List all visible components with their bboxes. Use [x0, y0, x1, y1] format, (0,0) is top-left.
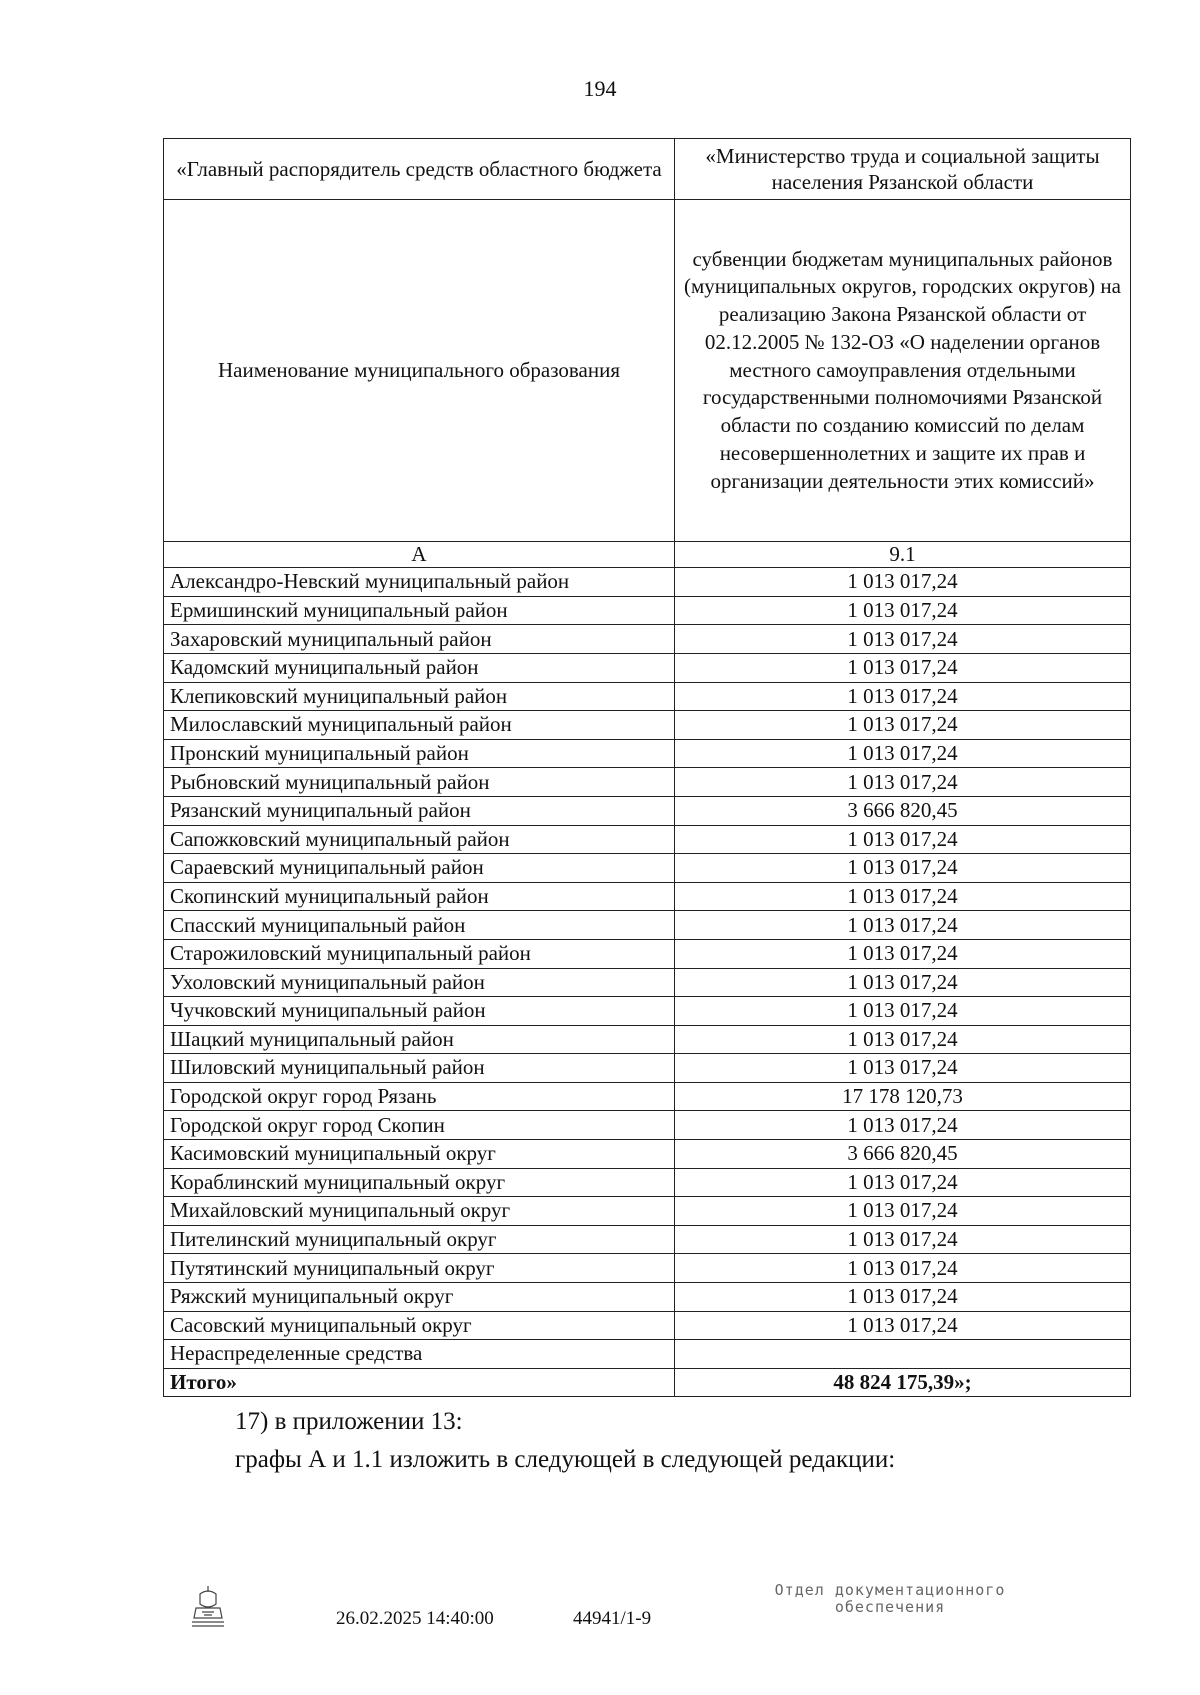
subvention-amount: 1 013 017,24	[675, 768, 1131, 797]
emblem-icon	[186, 1582, 230, 1630]
municipality-name: Сапожковский муниципальный район	[164, 825, 675, 854]
municipality-name: Кадомский муниципальный район	[164, 653, 675, 682]
header-col1-title: «Главный распорядитель средств областного бюджета	[164, 139, 675, 200]
subvention-amount: 1 013 017,24	[675, 939, 1131, 968]
subvention-amount: 1 013 017,24	[675, 1311, 1131, 1340]
table-row	[164, 1254, 1131, 1283]
subvention-amount: 1 013 017,24	[675, 653, 1131, 682]
municipality-name: Городской округ город Рязань	[164, 1082, 675, 1111]
table-row	[164, 1311, 1131, 1340]
municipality-name: Нераспределенные средства	[164, 1340, 675, 1369]
table-row	[164, 1054, 1131, 1083]
municipality-name: Чучковский муниципальный район	[164, 997, 675, 1026]
municipality-name: Кораблинский муниципальный округ	[164, 1168, 675, 1197]
municipality-name: Клепиковский муниципальный район	[164, 682, 675, 711]
subvention-amount: 1 013 017,24	[675, 1054, 1131, 1083]
subvention-amount: 1 013 017,24	[675, 997, 1131, 1026]
table-row	[164, 1168, 1131, 1197]
department-stamp	[740, 1582, 1040, 1617]
table-row	[164, 711, 1131, 740]
table-header-row	[164, 139, 1131, 200]
header-col2-title: «Министерство труда и социальной защиты населения Рязанской области	[675, 139, 1131, 200]
municipality-name: Сараевский муниципальный район	[164, 854, 675, 883]
column-code-9-1: 9.1	[675, 542, 1131, 568]
subvention-amount: 1 013 017,24	[675, 682, 1131, 711]
subvention-amount: 1 013 017,24	[675, 882, 1131, 911]
subvention-amount: 1 013 017,24	[675, 711, 1131, 740]
subvention-amount: 1 013 017,24	[675, 1025, 1131, 1054]
municipality-name: Рязанский муниципальный район	[164, 796, 675, 825]
table-row	[164, 854, 1131, 883]
header-col1-subtitle: Наименование муниципального образования	[164, 200, 675, 542]
table-row	[164, 968, 1131, 997]
total-amount: 48 824 175,39»;	[675, 1368, 1131, 1396]
municipality-name: Шацкий муниципальный район	[164, 1025, 675, 1054]
municipality-name: Ряжский муниципальный округ	[164, 1283, 675, 1312]
municipality-name: Ермишинский муниципальный район	[164, 596, 675, 625]
table-row	[164, 939, 1131, 968]
subvention-amount: 1 013 017,24	[675, 825, 1131, 854]
table-row	[164, 1025, 1131, 1054]
column-code-a: А	[164, 542, 675, 568]
municipality-name: Сасовский муниципальный округ	[164, 1311, 675, 1340]
table-row	[164, 1340, 1131, 1369]
municipality-name: Михайловский муниципальный округ	[164, 1197, 675, 1226]
subvention-amount: 1 013 017,24	[675, 1168, 1131, 1197]
subvention-amount: 17 178 120,73	[675, 1082, 1131, 1111]
table-row	[164, 882, 1131, 911]
footer-reg-number: 44941/1-9	[573, 1608, 652, 1629]
subvention-amount: 1 013 017,24	[675, 968, 1131, 997]
total-row	[164, 1368, 1131, 1396]
municipality-name: Касимовский муниципальный округ	[164, 1140, 675, 1169]
amendment-line-2: графы А и 1.1 изложить в следующей в следующей редакции:	[235, 1446, 896, 1473]
subvention-amount: 1 013 017,24	[675, 568, 1131, 597]
table-row	[164, 825, 1131, 854]
budget-table	[163, 138, 1131, 1397]
municipality-name: Ухоловский муниципальный район	[164, 968, 675, 997]
table-row	[164, 768, 1131, 797]
page-number: 194	[583, 76, 617, 101]
table-row	[164, 568, 1131, 597]
table-row	[164, 596, 1131, 625]
subvention-amount: 1 013 017,24	[675, 1111, 1131, 1140]
stamp-line-1: Отдел документационного	[774, 1581, 1006, 1599]
table-row	[164, 1140, 1131, 1169]
table-row	[164, 911, 1131, 940]
table-row	[164, 1225, 1131, 1254]
table-subheader-row	[164, 200, 1131, 542]
municipality-name: Шиловский муниципальный район	[164, 1054, 675, 1083]
subvention-amount: 1 013 017,24	[675, 1225, 1131, 1254]
table-row	[164, 653, 1131, 682]
table-row	[164, 1082, 1131, 1111]
table-row	[164, 997, 1131, 1026]
municipality-name: Спасский муниципальный район	[164, 911, 675, 940]
table-row	[164, 1111, 1131, 1140]
subvention-amount: 1 013 017,24	[675, 854, 1131, 883]
municipality-name: Пронский муниципальный район	[164, 739, 675, 768]
subvention-amount: 1 013 017,24	[675, 911, 1131, 940]
municipality-name: Скопинский муниципальный район	[164, 882, 675, 911]
subvention-amount: 1 013 017,24	[675, 739, 1131, 768]
table-row	[164, 682, 1131, 711]
subvention-amount: 1 013 017,24	[675, 1283, 1131, 1312]
municipality-name: Рыбновский муниципальный район	[164, 768, 675, 797]
table-row	[164, 625, 1131, 654]
subvention-amount: 1 013 017,24	[675, 596, 1131, 625]
municipality-name: Александро-Невский муниципальный район	[164, 568, 675, 597]
municipality-name: Пителинский муниципальный округ	[164, 1225, 675, 1254]
subvention-amount	[675, 1340, 1131, 1369]
column-code-row	[164, 542, 1131, 568]
footer-date: 26.02.2025 14:40:00	[336, 1608, 494, 1629]
table-row	[164, 1283, 1131, 1312]
header-col2-subtitle: субвенции бюджетам муниципальных районов (муниципальных округов, городских округов) на реализацию Закона Рязанской области от 02.12.2005 № 132-ОЗ «О наделении органов местного самоуправления отдельными государственными полномочиями Рязанской области по созданию комиссий по делам несовершеннолетних и защите их прав и организации деятельности этих комиссий»	[675, 200, 1131, 542]
municipality-name: Захаровский муниципальный район	[164, 625, 675, 654]
subvention-amount: 3 666 820,45	[675, 796, 1131, 825]
table-row	[164, 739, 1131, 768]
amendment-line-1: 17) в приложении 13:	[235, 1408, 463, 1435]
stamp-line-2: обеспечения	[834, 1598, 946, 1617]
municipality-name: Милославский муниципальный район	[164, 711, 675, 740]
table-row	[164, 1197, 1131, 1226]
subvention-amount: 3 666 820,45	[675, 1140, 1131, 1169]
subvention-amount: 1 013 017,24	[675, 625, 1131, 654]
subvention-amount: 1 013 017,24	[675, 1254, 1131, 1283]
table-row	[164, 796, 1131, 825]
total-label: Итого»	[164, 1368, 675, 1396]
municipality-name: Городской округ город Скопин	[164, 1111, 675, 1140]
municipality-name: Путятинский муниципальный округ	[164, 1254, 675, 1283]
subvention-amount: 1 013 017,24	[675, 1197, 1131, 1226]
municipality-name: Старожиловский муниципальный район	[164, 939, 675, 968]
